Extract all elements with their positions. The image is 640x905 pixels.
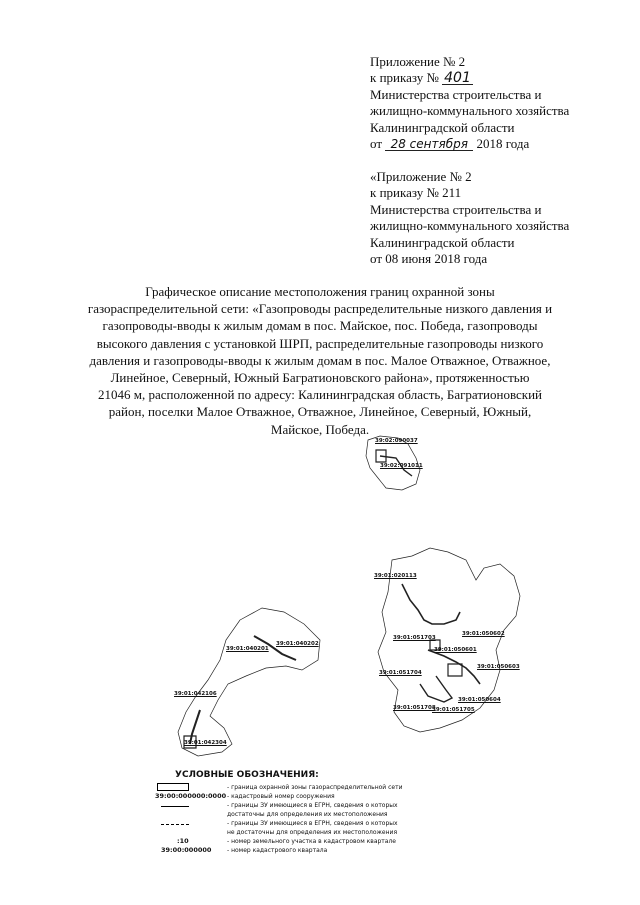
header-appendix-line: Приложение № 2 — [370, 54, 466, 69]
description-line: район, поселки Малое Отважное, Отважное, Линейное, Северный, Южный, — [108, 404, 532, 420]
legend-text: - граница охранной зоны газораспределительной сети — [227, 784, 403, 791]
prev-order-line: к приказу № 211 — [370, 185, 462, 201]
cadastral-label: 39:01:051704 — [379, 670, 422, 676]
description-line: давления и газопроводы-вводы к жилым домам в пос. Малое Отважное, Отважное, — [89, 352, 551, 368]
boundary-left-area — [178, 608, 320, 756]
description-line: газораспределительной сети: «Газопроводы распределительные низкого давления и — [87, 301, 553, 317]
header-ministry-line-2: жилищно-коммунального хозяйства — [370, 103, 570, 119]
legend-text-b: не достаточны для определения их местоположения — [227, 829, 398, 836]
cadastral-label: 39:01:050603 — [477, 664, 520, 670]
cadastral-label: 39:01:050602 — [462, 631, 505, 637]
legend-text: - номер кадастрового квартала — [227, 847, 328, 854]
cadastral-label: 39:02:090037 — [375, 438, 418, 444]
legend-text-a: - границы ЗУ имеющиеся в ЕГРН, сведения о которых — [227, 802, 398, 809]
legend-symbol-solid-line — [155, 801, 215, 809]
gas-line-right-north — [402, 584, 460, 624]
cadastral-label: 39:01:050604 — [458, 697, 501, 703]
gas-line-left-south — [190, 710, 200, 744]
legend-symbol: 39:00:000000:0000 — [155, 792, 227, 800]
cadastral-label: 39:01:020113 — [374, 573, 417, 579]
header-region-line: Калининградской области — [370, 119, 515, 135]
parcel-right-a — [448, 664, 462, 676]
legend-text — [227, 819, 398, 837]
gas-line-right-center — [428, 650, 480, 684]
header-date-suffix: 2018 года — [476, 136, 530, 152]
description-line: газопроводы-вводы к жилым домам в пос. Майское, пос. Победа, газопроводы — [102, 318, 538, 334]
legend-text-b: достаточны для определения их местоположения — [227, 811, 388, 818]
description-line: Линейное, Северный, Южный Багратионовского района», протяженностью — [110, 370, 530, 386]
prev-ministry-line-2: жилищно-коммунального хозяйства — [370, 218, 570, 234]
header-ministry-line: Министерства строительства и — [370, 86, 542, 102]
cadastral-label: 39:02:091011 — [380, 463, 423, 469]
description-line: высокого давления с установкой ШРП, распределительные газопроводы низкого — [96, 335, 544, 351]
legend-symbol-dashed-line — [155, 819, 215, 827]
cadastral-label: 39:01:042304 — [184, 740, 227, 746]
description-line: 21046 м, расположенной по адресу: Калининградская область, Багратионовский — [97, 387, 543, 403]
header-order-prefix: к приказу № — [370, 70, 439, 86]
legend-symbol: :10 — [177, 837, 189, 845]
prev-appendix-line: «Приложение № 2 — [370, 169, 472, 184]
legend-text — [227, 801, 398, 819]
prev-region-line: Калининградской области — [370, 234, 515, 250]
cadastral-label: 39:01:042106 — [174, 691, 217, 697]
prev-date-line: от 08 июня 2018 года — [370, 251, 488, 267]
gas-line-right-south — [420, 676, 452, 702]
legend-text: - номер земельного участка в кадастровом квартале — [227, 838, 396, 845]
cadastral-label: 39:01:051708 — [393, 705, 436, 711]
legend-text: - кадастровый номер сооружения — [227, 793, 335, 800]
header-date-prefix: от — [370, 136, 383, 152]
cadastral-label: 39:01:051705 — [432, 707, 475, 713]
legend-symbol: 39:00:000000 — [161, 846, 212, 854]
cadastral-label: 39:01:051703 — [393, 635, 436, 641]
description-line: Графическое описание местоположения границ охранной зоны — [145, 284, 495, 299]
handwritten-date: 28 сентября — [385, 138, 473, 151]
cadastral-label: 39:01:040201 — [226, 646, 269, 652]
description-line: Майское, Победа. — [270, 421, 370, 437]
prev-ministry-line: Министерства строительства и — [370, 201, 542, 217]
legend-text-a: - границы ЗУ имеющиеся в ЕГРН, сведения о которых — [227, 820, 398, 827]
cadastral-label: 39:01:050601 — [434, 647, 477, 653]
legend-title: УСЛОВНЫЕ ОБОЗНАЧЕНИЯ: — [175, 770, 319, 780]
cadastral-label: 39:01:040202 — [276, 641, 319, 647]
handwritten-order-number: 401 — [444, 70, 471, 87]
